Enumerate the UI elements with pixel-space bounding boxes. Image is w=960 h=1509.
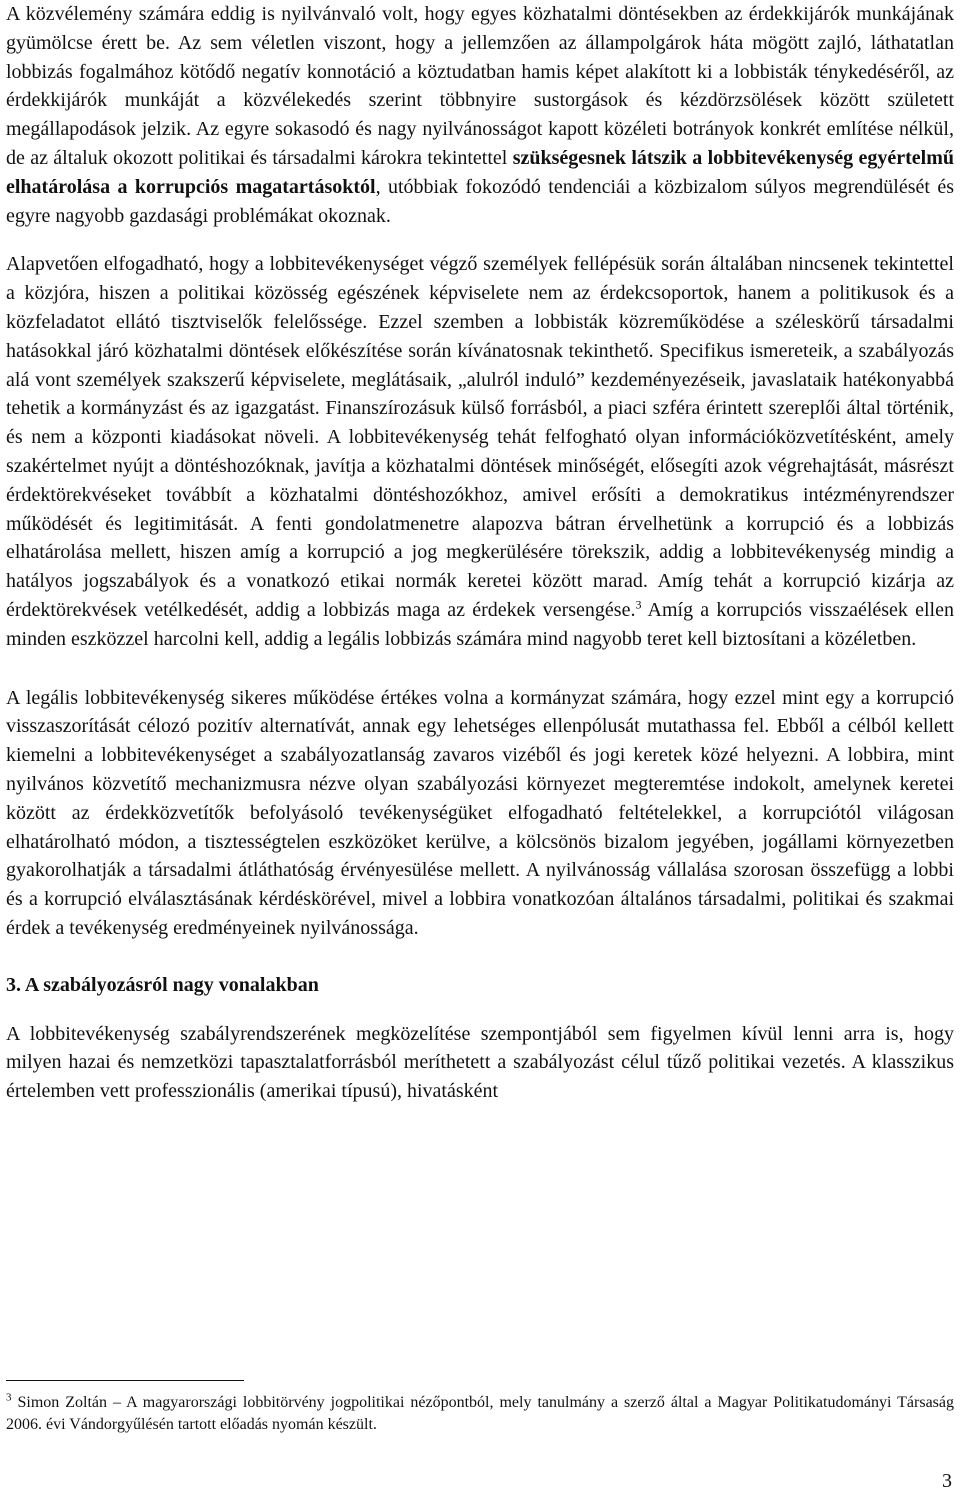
paragraph-1-text-a: A közvélemény számára eddig is nyilvánvaló volt, hogy egyes közhatalmi döntésekben az érdekkijárók munkájának gyümölcse érett be. Az sem véletlen viszont, hogy a jellemzően az állampolgárok háta mögött zajló, láthatatlan lobbizás fogalmához kötődő negatív konnotáció a köztudatban hamis képet alakított ki a lobbisták ténykedéséről, az érdekkijárók munkáját a közvélekedés szerint többnyire sustorgások és kézdörzsölések között született megállapodások jelzik. Az egyre sokasodó és nagy nyilvánosságot kapott közéleti botrányok konkrét említése nélkül, de az általuk okozott politikai és társadalmi károkra tekintettel <box>6 3 954 169</box>
paragraph-2 <box>6 250 954 653</box>
paragraph-4: A lobbitevékenység szabályrendszerének megközelítése szempontjából sem figyelmen kívül lenni arra is, hogy milyen hazai és nemzetközi tapasztalatforrásból meríthetett a szabályozást célul tűző politikai vezetés. A klasszikus értelemben vett professzionális (amerikai típusú), hivatásként <box>6 1022 954 1103</box>
page-number: 3 <box>942 1470 952 1492</box>
paragraph-3: A legális lobbitevékenység sikeres működése értékes volna a kormányzat számára, hogy ezzel mint egy a korrupció visszaszorítását célozó pozitív alternatívát, annak egy lehetséges ellenpólusát mutathassa fel. Ebből a célból kellett kiemelni a lobbitevékenységet a szabályozatlanság zavaros vizéből és jogi keretek közé helyezni. A lobbira, mint nyilvános közvetítő mechanizmusra nézve olyan szabályozási környezet megteremtése indokolt, amelynek keretei között az érdekközvetítők befolyásoló tevékenységüket elfogadható feltételekkel, a korrupciótól világosan elhatárolható módon, a tisztességtelen eszközöket kerülve, a kölcsönös bizalom jegyében, jogállami környezetben gyakorolhatják a társadalmi átláthatóság érvényesülése mellett. A nyilvánosság vállalása szorosan összefügg a lobbi és a korrupció elválasztásának kérdéskörével, mivel a lobbira vonatkozóan általános társadalmi, politikai és szakmai érdek a tevékenység eredményeinek nyilvánossága. <box>6 686 954 939</box>
footnote-reference: 3 <box>635 597 642 612</box>
paragraph-2-text-b: Amíg a korrupciós visszaélések ellen minden eszközzel harcolni kell, addig a legális lobbizás számára mind nagyobb teret kell biztosítani a közéletben. <box>6 598 954 650</box>
document-body <box>6 0 954 1106</box>
paragraph-1 <box>6 0 954 230</box>
paragraph-1-text-c: , utóbbiak fokozódó tendenciái a közbizalom súlyos megrendülését és egyre nagyobb gazdasági problémákat okoznak. <box>6 175 954 227</box>
footnote <box>6 1392 954 1436</box>
footnote-number: 3 <box>6 1391 12 1404</box>
section-heading: 3. A szabályozásról nagy vonalakban <box>6 973 319 996</box>
footnote-divider <box>6 1380 244 1381</box>
footnote-text: Simon Zoltán – A magyarországi lobbitörvény jogpolitikai nézőpontból, mely tanulmány a szerző által a Magyar Politikatudományi Társaság 2006. évi Vándorgyűlésén tartott előadás nyomán készült. <box>6 1394 954 1433</box>
paragraph-2-text-a: Alapvetően elfogadható, hogy a lobbitevékenységet végző személyek fellépésük során általában nincsenek tekintettel a közjóra, hiszen a politikai közösség egészének képviselete nem az érdekcsoportok, hanem a politikusok és a közfeladatot ellátó tisztviselők felelőssége. Ezzel szemben a lobbisták közreműködése a széleskörű társadalmi hatásokkal járó közhatalmi döntések előkészítése során kívánatosnak tekinthető. Specifikus ismereteik, a szabályozás alá vont személyek szakszerű képviselete, meglátásaik, „alulról induló” kezdeményezéseik, javaslataik hatékonyabbá tehetik a kormányzást és az igazgatást. Finanszírozásuk külső forrásból, a piaci szféra érintett szereplői által történik, és nem a központi kiadásokat növeli. A lobbitevékenység tehát felfogható olyan információközvetítésként, amely szakértelmet nyújt a döntéshozóknak, javítja a közhatalmi döntések minőségét, elősegíti azok végrehajtását, másrészt érdektörekvéseket továbbít a közhatalmi döntéshozókhoz, amivel erősíti a demokratikus intézményrendszer működését és legitimitását. A fenti gondolatmenetre alapozva bátran érvelhetünk a korrupció és a lobbizás elhatárolása mellett, hiszen amíg a korrupció a jog megkerülésére törekszik, addig a lobbitevékenység mindig a hatályos jogszabályok és a vonatkozó etikai normák keretei között marad. Amíg tehát a korrupció kizárja az érdektörekvések vetélkedését, addig a lobbizás maga az érdekek versengése. <box>6 253 954 621</box>
paragraph-1-bold-text: szükségesnek látszik a lobbitevékenység egyértelmű elhatárolása a korrupciós magatartásoktól <box>6 146 954 198</box>
